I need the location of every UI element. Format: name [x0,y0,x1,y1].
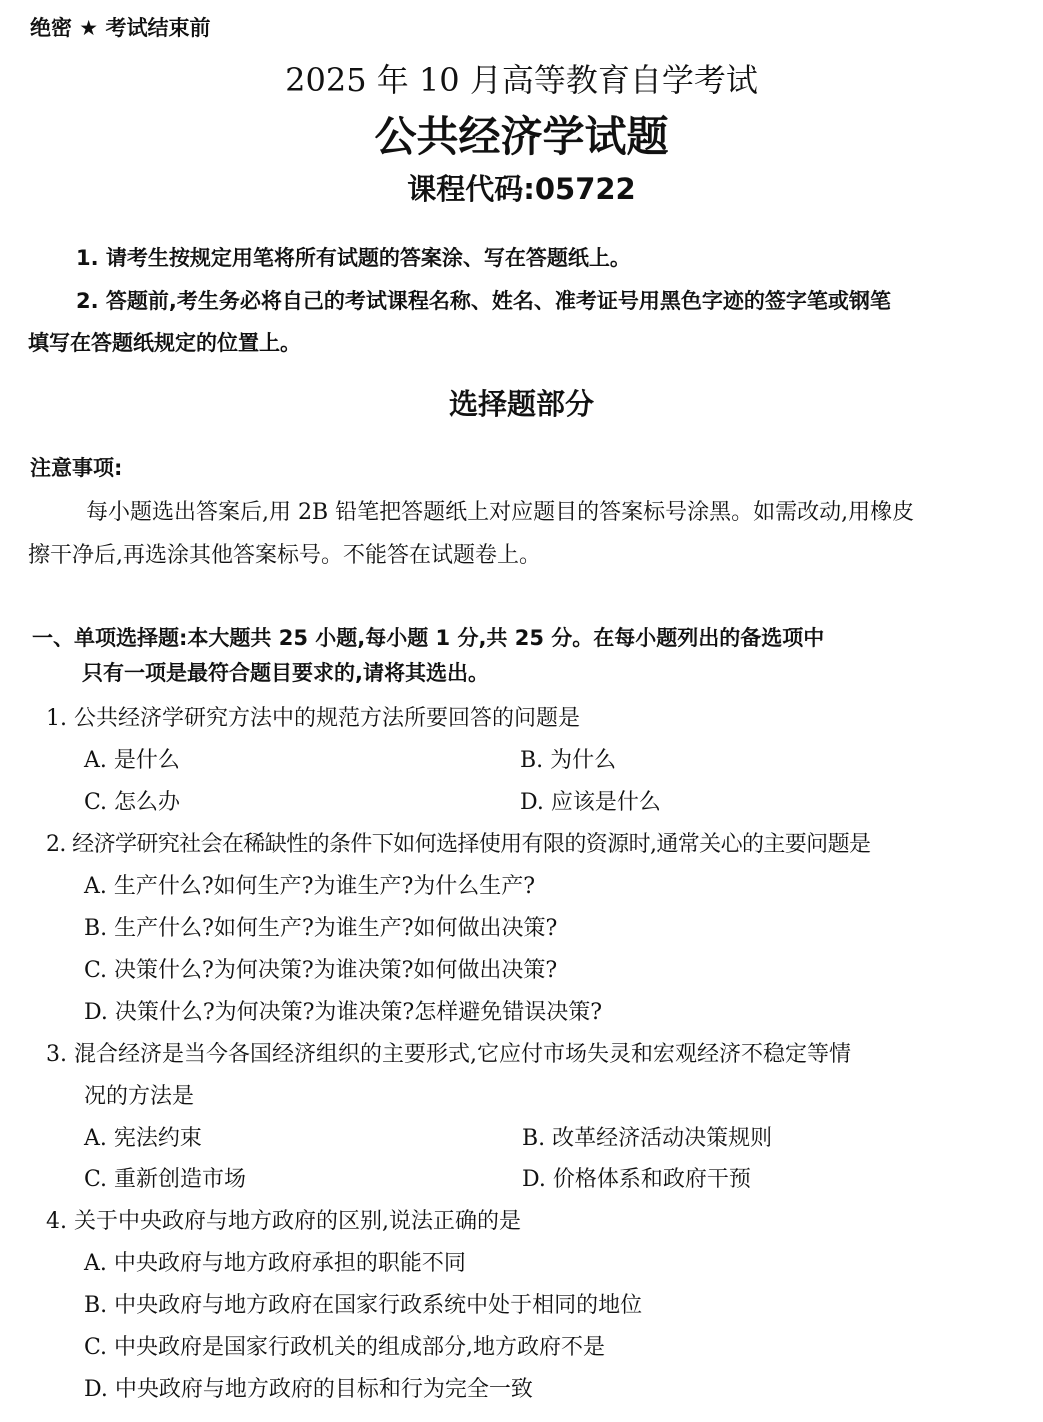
question-2-stem: 2. 经济学研究社会在稀缺性的条件下如何选择使用有限的资源时,通常关心的主要问题是 [46,832,871,857]
course-code: 课程代码:05722 [407,172,636,206]
subject-title: 公共经济学试题 [374,112,669,161]
question-2-option-c: C. 决策什么?为何决策?为谁决策?如何做出决策? [84,958,558,983]
question-2-option-b: B. 生产什么?如何生产?为谁生产?如何做出决策? [84,916,558,941]
notice-label: 注意事项: [30,456,123,480]
confidential-label: 绝密 ★ 考试结束前 [30,16,211,40]
question-4-stem: 4. 关于中央政府与地方政府的区别,说法正确的是 [46,1209,521,1234]
question-1-option-a: A. 是什么 [84,748,180,773]
question-1-stem: 1. 公共经济学研究方法中的规范方法所要回答的问题是 [46,706,580,731]
instruction-2-cont: 填写在答题纸规定的位置上。 [28,331,301,355]
question-4-option-b: B. 中央政府与地方政府在国家行政系统中处于相同的地位 [84,1293,643,1318]
question-4-option-d: D. 中央政府与地方政府的目标和行为完全一致 [84,1377,533,1402]
exam-title: 2025 年 10 月高等教育自学考试 [285,61,758,99]
question-2-option-d: D. 决策什么?为何决策?为谁决策?怎样避免错误决策? [84,1000,603,1025]
question-3-stem-cont: 况的方法是 [84,1084,195,1109]
question-1-option-b: B. 为什么 [520,748,617,773]
question-1-option-d: D. 应该是什么 [520,790,661,815]
question-2-option-a: A. 生产什么?如何生产?为谁生产?为什么生产? [84,874,536,899]
part-heading-1: 一、单项选择题:本大题共 25 小题,每小题 1 分,共 25 分。在每小题列出的备选项中 [32,626,825,650]
question-3-option-c: C. 重新创造市场 [84,1167,247,1192]
instruction-2: 2. 答题前,考生务必将自己的考试课程名称、姓名、准考证号用黑色字迹的签字笔或钢笔 [76,289,891,313]
part-heading-2: 只有一项是最符合题目要求的,请将其选出。 [82,661,489,685]
instruction-1: 1. 请考生按规定用笔将所有试题的答案涂、写在答题纸上。 [76,246,631,270]
question-4-option-c: C. 中央政府是国家行政机关的组成部分,地方政府不是 [84,1335,606,1360]
section-title: 选择题部分 [448,387,594,421]
notice-line-1: 每小题选出答案后,用 2B 铅笔把答题纸上对应题目的答案标号涂黑。如需改动,用橡皮 [86,500,915,525]
notice-line-2: 擦干净后,再选涂其他答案标号。不能答在试题卷上。 [28,543,541,568]
question-3-option-d: D. 价格体系和政府干预 [522,1167,751,1192]
question-3-option-b: B. 改革经济活动决策规则 [522,1126,773,1151]
question-4-option-a: A. 中央政府与地方政府承担的职能不同 [84,1251,466,1276]
question-1-option-c: C. 怎么办 [84,790,181,815]
question-3-stem: 3. 混合经济是当今各国经济组织的主要形式,它应付市场失灵和宏观经济不稳定等情 [46,1042,851,1067]
question-3-option-a: A. 宪法约束 [84,1126,202,1151]
